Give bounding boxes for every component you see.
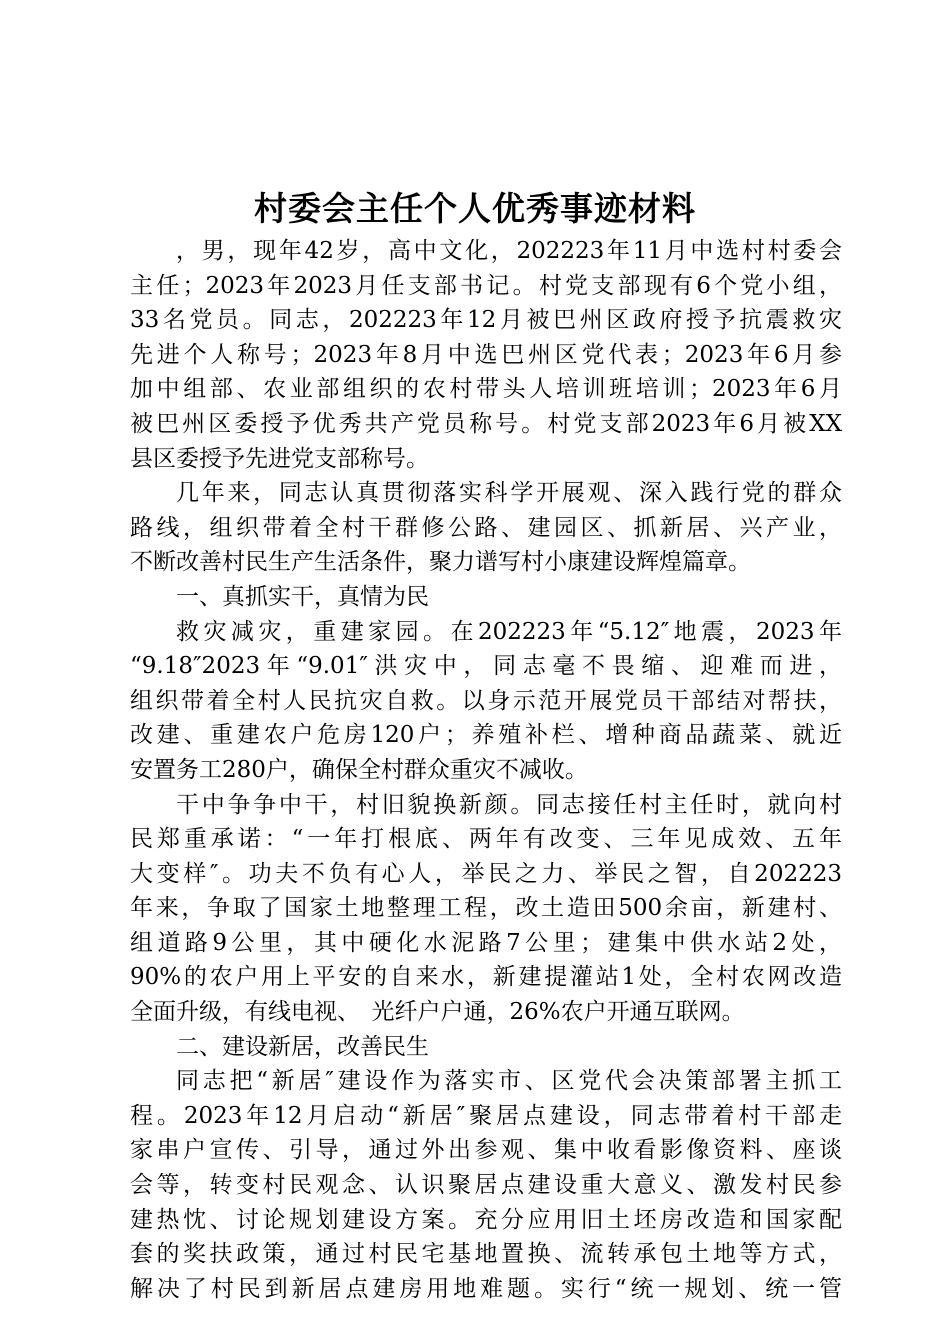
- body-line: 建热忱、讨论规划建设方案。充分应用旧土坯房改造和国家配: [130, 1206, 842, 1233]
- body-line: 不断改善村民生产生活条件，聚力谱写村小康建设辉煌篇章。: [130, 549, 751, 576]
- body-line: 被巴州区委授予优秀共产党员称号。村党支部2023年6月被XX: [130, 410, 842, 437]
- body-line: 路线，组织带着全村干群修公路、建园区、抓新居、兴产业，: [130, 514, 842, 541]
- body-line: 二、建设新居，改善民生: [176, 1033, 429, 1060]
- body-line: 干中争争中干，村旧貌换新颜。同志接任村主任时，就向村: [176, 791, 842, 818]
- body-line: 全面升级，有线电视、 光纤户户通，26%农户开通互联网。: [130, 999, 745, 1026]
- body-line: 大变样″。功夫不负有心人，举民之力、举民之智，自202223: [130, 860, 842, 887]
- document-title: 村委会主任个人优秀事迹材料: [254, 189, 696, 228]
- body-line: 主任；2023年2023月任支部书记。村党支部现有6个党小组，: [130, 272, 842, 299]
- body-line: 年来，争取了国家土地整理工程，改土造田500余亩，新建村、: [130, 895, 842, 922]
- body-line: 加中组部、农业部组织的农村带头人培训班培训；2023年6月: [130, 376, 842, 403]
- body-line: 一、真抓实干，真情为民: [176, 583, 429, 610]
- body-line: 套的奖扶政策，通过村民宅基地置换、流转承包土地等方式，: [130, 1241, 842, 1268]
- body-line: 33名党员。同志，202223年12月被巴州区政府授予抗震救灾: [130, 307, 842, 334]
- body-line: 90%的农户用上平安的自来水，新建提灌站1处，全村农网改造: [130, 964, 842, 991]
- body-line: 县区委授予先进党支部称号。: [130, 445, 429, 472]
- body-line: 先进个人称号；2023年8月中选巴州区党代表；2023年6月参: [130, 341, 842, 368]
- body-line: 改建、重建农户危房120户；养殖补栏、增种商品蔬菜、就近: [130, 722, 842, 749]
- body-line: 解决了村民到新居点建房用地难题。实行“统一规划、统一管: [130, 1275, 842, 1302]
- body-line: 组织带着全村人民抗灾自救。以身示范开展党员干部结对帮扶，: [130, 687, 842, 714]
- body-line: 救灾减灾，重建家园。在202223年“5.12″地震，2023年: [176, 618, 842, 645]
- body-line: ，男，现年42岁，高中文化，202223年11月中选村村委会: [176, 238, 842, 264]
- body-line: 同志把“新居″建设作为落实市、区党代会决策部署主抓工: [176, 1068, 842, 1095]
- body-line: 家串户宣传、引导，通过外出参观、集中收看影像资料、座谈: [130, 1137, 842, 1164]
- body-line: 民郑重承诺：“一年打根底、两年有改变、三年见成效、五年: [130, 826, 842, 853]
- document-body: [130, 234, 842, 1306]
- body-line: 安置务工280户，确保全村群众重灾不减收。: [130, 756, 588, 783]
- body-line: 组道路9公里，其中硬化水泥路7公里；建集中供水站2处，: [130, 929, 842, 956]
- body-line: 会等，转变村民观念、认识聚居点建设重大意义、激发村民参: [130, 1172, 842, 1199]
- body-line: “9.18″2023年“9.01″洪灾中，同志毫不畏缩、迎难而进，: [130, 653, 842, 680]
- body-line: 几年来，同志认真贯彻落实科学开展观、深入践行党的群众: [176, 480, 842, 507]
- body-line: 程。2023年12月启动“新居″聚居点建设，同志带着村干部走: [130, 1102, 842, 1129]
